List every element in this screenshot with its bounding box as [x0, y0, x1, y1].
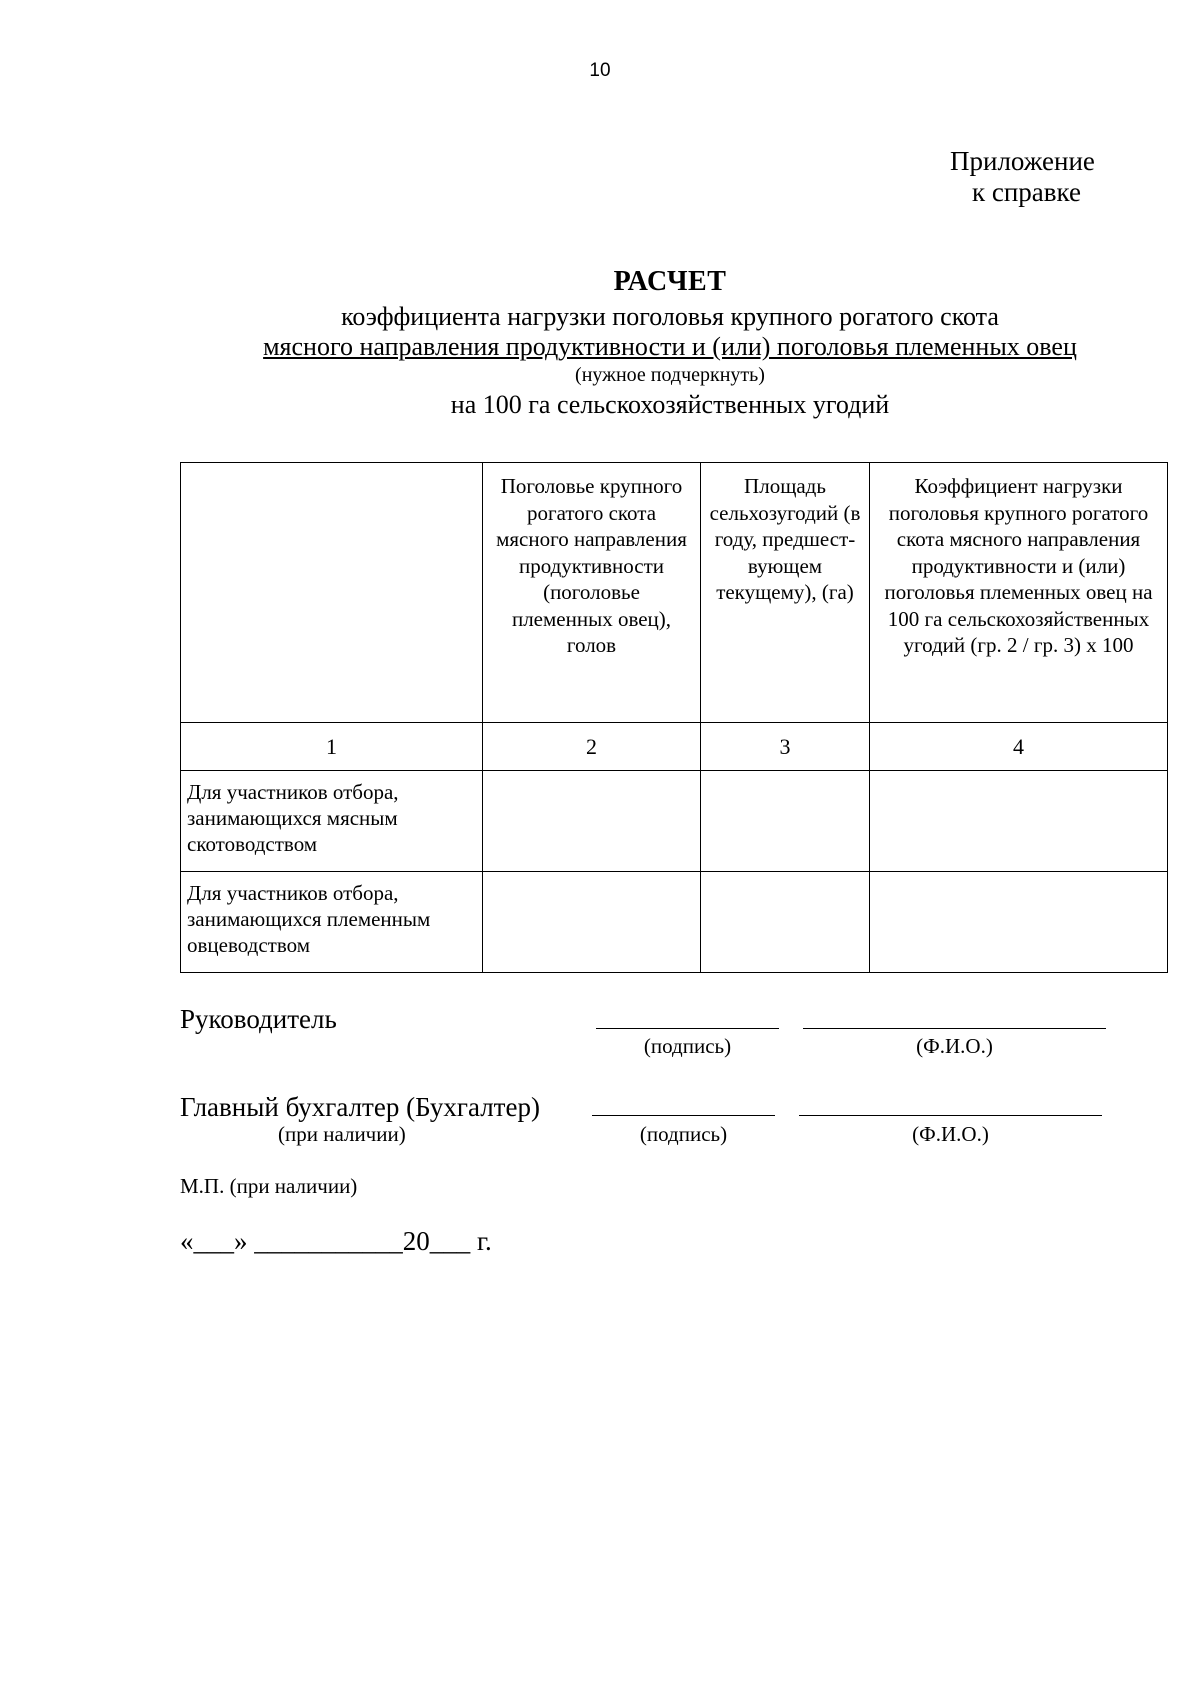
- document-title: РАСЧЕТ: [613, 266, 727, 297]
- column-number: 1: [181, 723, 483, 771]
- input-cell-livestock[interactable]: [483, 872, 701, 973]
- header-cell-area: Площадь сельхозугодий (в году, предшест-вующем текущему), (га): [701, 463, 870, 723]
- column-number: 4: [870, 723, 1168, 771]
- subtitle-line-4: на 100 га сельскохозяйственных угодий: [450, 390, 890, 419]
- header-cell-coefficient: Коэффициент нагрузки поголовья крупного рогатого скота мясного направления продуктивности и (или) поголовья племенных овец на 100 га сельскохозяйственных угодий (гр. 2 / гр. 3) х 100: [870, 463, 1168, 723]
- column-number: 2: [483, 723, 701, 771]
- head-signature-line[interactable]: [596, 1028, 779, 1029]
- subtitle-line-1: коэффициента нагрузки поголовья крупного рогатого скота: [341, 302, 999, 331]
- page-number: 10: [589, 60, 611, 81]
- input-cell-coefficient[interactable]: [870, 771, 1168, 872]
- head-signature-caption: (подпись): [643, 1034, 732, 1058]
- head-name-caption: (Ф.И.О.): [916, 1034, 993, 1058]
- date-line: «___» ___________20___ г.: [180, 1226, 492, 1256]
- input-cell-area[interactable]: [701, 872, 870, 973]
- header-cell-livestock: Поголовье крупного рогатого скота мясного направления продуктивности (поголовье племенных овец), голов: [483, 463, 701, 723]
- table-row: [181, 771, 1168, 872]
- accountant-name-caption: (Ф.И.О.): [912, 1122, 989, 1146]
- input-cell-livestock[interactable]: [483, 771, 701, 872]
- appendix-line-2: к справке: [972, 177, 1081, 207]
- head-label: Руководитель: [180, 1004, 337, 1034]
- head-name-line[interactable]: [803, 1028, 1106, 1029]
- appendix-note: [900, 146, 1200, 208]
- input-cell-area[interactable]: [701, 771, 870, 872]
- accountant-signature-line[interactable]: [592, 1115, 775, 1116]
- calculation-table: [180, 462, 1168, 973]
- input-cell-coefficient[interactable]: [870, 872, 1168, 973]
- stamp-note: М.П. (при наличии): [180, 1174, 358, 1198]
- subtitle-line-2: мясного направления продуктивности и (или) поголовья племенных овец: [263, 332, 1077, 361]
- row-label-cattle: Для участников отбора, занимающихся мясным скотоводством: [181, 771, 483, 872]
- row-label-sheep: Для участников отбора, занимающихся племенным овцеводством: [181, 872, 483, 973]
- accountant-signature-caption: (подпись): [639, 1122, 728, 1146]
- table-header-row: [181, 463, 1168, 723]
- appendix-line-1: Приложение: [950, 146, 1095, 176]
- header-cell-1: [181, 463, 483, 723]
- column-number-row: [181, 723, 1168, 771]
- accountant-label: Главный бухгалтер (Бухгалтер): [180, 1092, 540, 1122]
- column-number: 3: [701, 723, 870, 771]
- subtitle-line-3: (нужное подчеркнуть): [575, 364, 765, 386]
- table-row: [181, 872, 1168, 973]
- accountant-name-line[interactable]: [799, 1115, 1102, 1116]
- accountant-note: (при наличии): [278, 1122, 406, 1146]
